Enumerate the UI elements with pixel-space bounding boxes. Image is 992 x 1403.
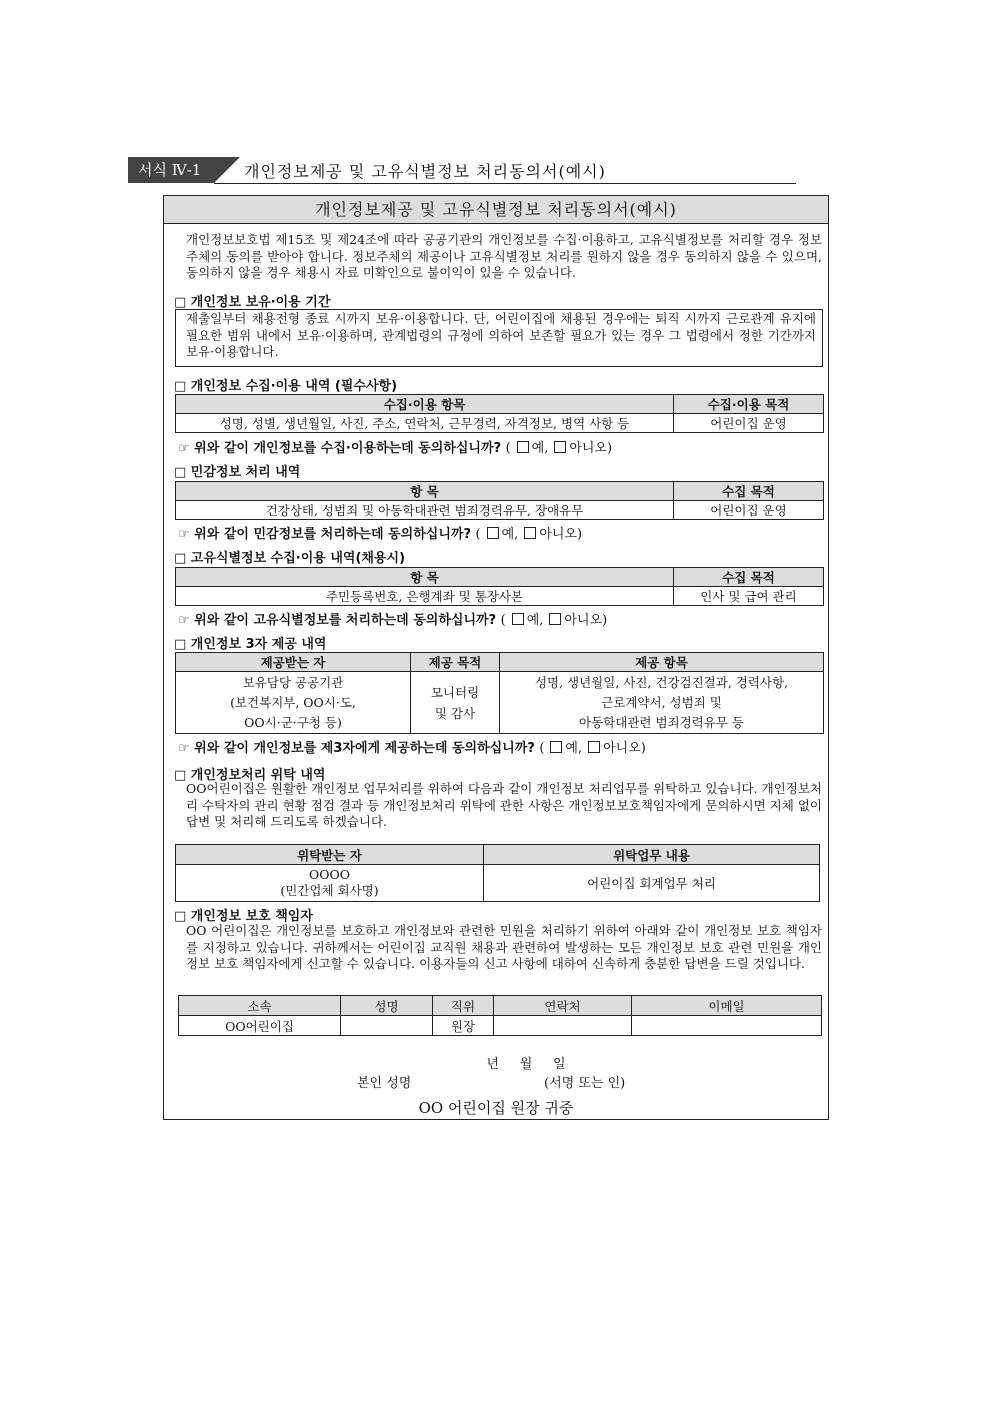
paren-open: (: [539, 741, 545, 756]
no-label: 아니오): [564, 613, 608, 628]
sensitive-col-items: 항 목: [176, 482, 674, 501]
officer-col: 이메일: [632, 996, 822, 1016]
unique-id-col-items: 항 목: [176, 568, 674, 587]
sensitive-question: ☞ 위와 같이 민감정보를 처리하는데 동의하십니까?: [178, 527, 471, 542]
header-title: 개인정보제공 및 고유식별정보 처리동의서(예시): [244, 162, 606, 181]
date-line: 년 월 일: [486, 1057, 566, 1072]
officer-cell: [341, 1016, 433, 1036]
yes-label: 예,: [565, 741, 583, 756]
third-party-table: [175, 652, 824, 734]
unique-id-col-purpose: 수집 목적: [674, 568, 824, 587]
unique-id-question: ☞ 위와 같이 고유식별정보를 처리하는데 동의하십니까?: [178, 613, 497, 628]
officer-cell: OO어린이집: [179, 1016, 341, 1036]
collection-table: [175, 394, 824, 433]
officer-col: 소속: [179, 996, 341, 1016]
consignment-text: OO어린이집은 원활한 개인정보 업무처리를 위하여 다음과 같이 개인정보 처리업무를 위탁하고 있습니다. 개인정보처리 수탁자의 관리 현황 점검 결과 등 개인정보처리 위탁에 관한 사항은 개인정보보호책임자에게 문의하시면 지체 없이 답변 및 처리해 드리도록 하겠습니다.: [186, 781, 822, 829]
third-party-col-items: 제공 항목: [500, 653, 824, 672]
collection-heading: □ 개인정보 수집·이용 내역 (필수사항): [174, 379, 398, 394]
recipient-line: (보건복지부, OO시·도,: [230, 694, 356, 710]
retention-text: 제출일부터 채용전형 종료 시까지 보유·이용합니다. 단, 어린이집에 채용된 경우에는 퇴직 시까지 근로관계 유지에 필요한 범위 내에서 보유·이용하며, 관계법령의 규정에 의하여 보존할 필요가 있는 경우 그 법령에서 정한 기간까지 보유·이용합니다.: [186, 311, 816, 359]
items-line: 성명, 생년월일, 사진, 건강검진결과, 경력사항,: [534, 674, 789, 690]
items-line: 아동학대관련 범죄경력유무 등: [579, 714, 744, 730]
no-label: 아니오): [569, 441, 613, 456]
recipient-line: 보유담당 공공기관: [242, 674, 344, 690]
officer-heading: □ 개인정보 보호 책임자: [174, 909, 313, 924]
collection-col-items: 수집·이용 항목: [176, 395, 674, 414]
officer-text: OO 어린이집은 개인정보를 보호하고 개인정보와 관련한 민원을 처리하기 위하여 아래와 같이 개인정보 보호 책임자를 지정하고 있습니다. 귀하께서는 어린이집 교직원 채용과 관련하여 발생하는 모든 개인정보 보호 관련 민원을 개인정보 보호 책임자에게 신고할 수 있습니다. 이용자들의 신고 사항에 대하여 신속하게 충분한 답변을 드릴 것입니다.: [186, 923, 822, 971]
officer-col: 성명: [341, 996, 433, 1016]
consent-form: [163, 195, 829, 1120]
purpose-line: 및 감사: [434, 705, 476, 721]
third-party-yes-checkbox[interactable]: [550, 741, 562, 753]
consignment-task: 어린이집 회계업무 처리: [484, 865, 820, 902]
collection-col-purpose: 수집·이용 목적: [674, 395, 824, 414]
sensitive-no-checkbox[interactable]: [524, 527, 536, 539]
yes-label: 예,: [531, 441, 549, 456]
collection-no-checkbox[interactable]: [554, 441, 566, 453]
officer-cell: [632, 1016, 822, 1036]
signature-label: (서명 또는 인): [544, 1076, 626, 1091]
paren-open: (: [475, 527, 481, 542]
officer-col: 연락처: [494, 996, 632, 1016]
officer-col: 직위: [433, 996, 494, 1016]
third-party-items: [500, 672, 824, 734]
unique-id-purpose: 인사 및 급여 관리: [674, 587, 824, 606]
items-line: 근로계약서, 성범죄 및: [601, 694, 722, 710]
sensitive-purpose: 어린이집 운영: [674, 501, 824, 520]
unique-id-yes-checkbox[interactable]: [512, 613, 524, 625]
form-tag: 서식 Ⅳ-1: [128, 157, 214, 183]
third-party-col-recipient: 제공받는 자: [176, 653, 411, 672]
retention-box: [175, 309, 823, 367]
consignment-col-consignee: 위탁받는 자: [176, 845, 484, 865]
yes-label: 예,: [526, 613, 544, 628]
third-party-no-checkbox[interactable]: [588, 741, 600, 753]
retention-heading: □ 개인정보 보유·이용 기간: [174, 295, 331, 310]
yes-label: 예,: [501, 527, 519, 542]
unique-id-no-checkbox[interactable]: [549, 613, 561, 625]
unique-id-table: [175, 567, 824, 606]
paren-open: (: [500, 613, 506, 628]
form-tag-notch: [214, 157, 240, 183]
consignment-table: [175, 844, 820, 902]
no-label: 아니오): [603, 741, 646, 756]
third-party-col-purpose: 제공 목적: [411, 653, 500, 672]
collection-items: 성명, 성별, 생년월일, 사진, 주소, 연락처, 근무경력, 자격정보, 병역 사항 등: [176, 414, 674, 433]
consignment-col-task: 위탁업무 내용: [484, 845, 820, 865]
collection-question-row: [178, 437, 612, 456]
third-party-question-row: [178, 737, 646, 756]
third-party-purpose: [411, 672, 500, 734]
header-underline: [214, 183, 796, 184]
third-party-recipient: [176, 672, 411, 734]
form-title: 개인정보제공 및 고유식별정보 처리동의서(예시): [164, 196, 828, 224]
officer-cell: [494, 1016, 632, 1036]
third-party-question: ☞ 위와 같이 개인정보를 제3자에게 제공하는데 동의하십니까?: [178, 741, 535, 756]
consignee-line: (민간업체 회사명): [280, 883, 379, 898]
collection-yes-checkbox[interactable]: [517, 441, 529, 453]
recipient-line: OO시·군·구청 등): [244, 714, 342, 730]
sensitive-yes-checkbox[interactable]: [487, 527, 499, 539]
consignment-heading: □ 개인정보처리 위탁 내역: [174, 768, 326, 783]
sensitive-table: [175, 481, 824, 520]
officer-table: [178, 995, 822, 1036]
sensitive-question-row: [178, 523, 582, 542]
third-party-heading: □ 개인정보 3자 제공 내역: [174, 637, 327, 652]
unique-id-items: 주민등록번호, 은행계좌 및 통장사본: [176, 587, 674, 606]
form-header: [128, 155, 796, 185]
officer-cell: 원장: [433, 1016, 494, 1036]
intro-paragraph: 개인정보보호법 제15조 및 제24조에 따라 공공기관의 개인정보를 수집·이용하고, 고유식별정보를 처리할 경우 정보주체의 동의를 받아야 합니다. 정보주체의 제공이나 고유식별정보 처리를 원하지 않을 경우 동의하지 않을 수 있으며, 동의하지 않을 경우 채용시 자료 미확인으로 불이익이 있을 수 있습니다.: [186, 232, 822, 280]
sensitive-col-purpose: 수집 목적: [674, 482, 824, 501]
purpose-line: 모니터링: [430, 684, 480, 700]
paren-open: (: [505, 441, 511, 456]
addressee: OO 어린이집 원장 귀중: [418, 1099, 574, 1117]
sensitive-heading: □ 민감정보 처리 내역: [174, 465, 301, 480]
collection-question: ☞ 위와 같이 개인정보를 수집·이용하는데 동의하십니까?: [178, 441, 502, 456]
unique-id-heading: □ 고유식별정보 수집·이용 내역(채용시): [174, 551, 406, 566]
consignment-consignee: [176, 865, 484, 902]
consignee-line: OOOO: [309, 867, 350, 882]
collection-purpose: 어린이집 운영: [674, 414, 824, 433]
unique-id-question-row: [178, 609, 607, 628]
no-label: 아니오): [539, 527, 583, 542]
sensitive-items: 건강상태, 성범죄 및 아동학대관련 범죄경력유무, 장애유무: [176, 501, 674, 520]
signer-label: 본인 성명: [357, 1076, 412, 1091]
